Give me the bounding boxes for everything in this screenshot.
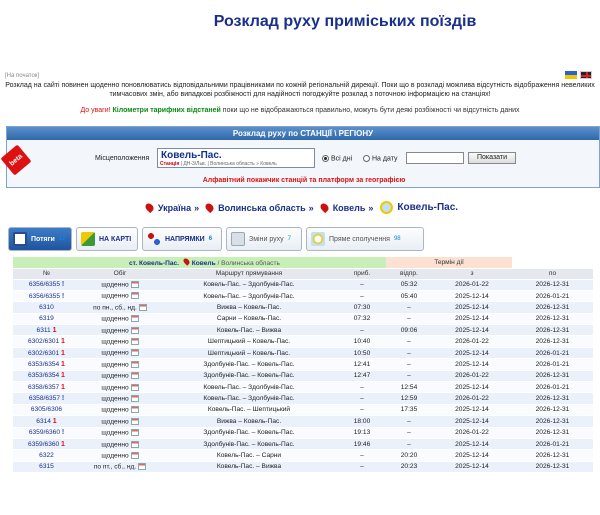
- calendar-icon[interactable]: [131, 338, 139, 345]
- station-prefix: ст. Ковель-Пас.: [129, 259, 180, 267]
- train-number-link[interactable]: 6322: [39, 452, 54, 460]
- train-icon: [13, 232, 27, 246]
- train-note: 1: [61, 440, 65, 448]
- train-frequency: [80, 370, 160, 381]
- table-row[interactable]: [13, 438, 593, 449]
- station-region[interactable]: / Волинська область: [217, 259, 280, 267]
- calendar-icon[interactable]: [131, 441, 139, 448]
- breadcrumb-separator: »: [308, 202, 314, 213]
- train-number-link[interactable]: 6353/6354: [28, 372, 60, 380]
- beta-badge: beta: [1, 145, 32, 176]
- train-frequency: [80, 461, 160, 472]
- train-frequency: [80, 290, 160, 301]
- arrival-time: –: [338, 461, 386, 472]
- table-row[interactable]: [13, 313, 593, 324]
- calendar-icon[interactable]: [131, 395, 139, 402]
- valid-from: 2025-12-14: [432, 359, 512, 370]
- valid-to: 2026-12-31: [512, 279, 593, 290]
- train-route[interactable]: Ковель-Пас. – Здолбунів-Пас.: [160, 393, 338, 404]
- departure-time: 12:59: [386, 393, 432, 404]
- train-route[interactable]: Ковель-Пас. – Шептицький: [160, 404, 338, 415]
- calendar-icon[interactable]: [131, 315, 139, 322]
- train-route[interactable]: Вижва – Ковель-Пас.: [160, 416, 338, 427]
- table-row[interactable]: [13, 336, 593, 347]
- arrival-time: 19:13: [338, 427, 386, 438]
- tab-trains-count: 17: [58, 236, 66, 242]
- train-number[interactable]: [13, 416, 80, 427]
- schedule-table: [13, 257, 593, 473]
- breadcrumb-station: Ковель-Пас.: [397, 202, 459, 213]
- valid-to: 2026-01-21: [512, 347, 593, 358]
- train-note: 1: [61, 360, 65, 368]
- train-number-link[interactable]: 6314: [36, 417, 51, 425]
- warning-key: Кілометри тарифних відстаней: [112, 107, 221, 114]
- frequency-text: щоденно: [101, 349, 129, 357]
- train-number[interactable]: [13, 427, 80, 438]
- valid-from: 2025-12-14: [432, 382, 512, 393]
- valid-from: 2025-12-14: [432, 404, 512, 415]
- tariff-warning: [0, 107, 600, 114]
- valid-to: 2026-12-31: [512, 393, 593, 404]
- map-pin-icon: [144, 202, 155, 213]
- frequency-text: щоденно: [101, 326, 129, 334]
- train-number[interactable]: [13, 404, 80, 415]
- breadcrumb-city[interactable]: Ковель: [332, 202, 366, 213]
- train-number[interactable]: [13, 290, 80, 301]
- train-frequency: [80, 313, 160, 324]
- train-note: !: [61, 292, 65, 300]
- radio-all-days[interactable]: [322, 155, 352, 162]
- tab-changes-label: Зміни руху: [249, 235, 284, 243]
- departure-time: –: [386, 359, 432, 370]
- train-frequency: [80, 393, 160, 404]
- search-panel-header: Розклад руху по СТАНЦІЇ \ РЕГІОНУ: [7, 127, 599, 140]
- train-route[interactable]: Ковель-Пас. – Здолбунів-Пас.: [160, 382, 338, 393]
- valid-from: 2025-12-14: [432, 438, 512, 449]
- warning-text: поки що не відображаються правильно, можуть бути деякі розбіжності чи відсутність даних: [222, 107, 520, 114]
- arrival-time: –: [338, 290, 386, 301]
- valid-to: 2026-12-31: [512, 370, 593, 381]
- train-note: 1: [61, 372, 65, 380]
- calendar-icon[interactable]: [131, 327, 139, 334]
- departure-time: –: [386, 427, 432, 438]
- tab-directions-label: НАПРЯМКИ: [165, 235, 205, 243]
- calendar-icon[interactable]: [131, 406, 139, 413]
- valid-to: 2026-12-31: [512, 427, 593, 438]
- train-route[interactable]: Сарни – Ковель-Пас.: [160, 313, 338, 324]
- frequency-text: по пн., сб., нд.: [93, 304, 137, 312]
- calendar-icon[interactable]: [131, 452, 139, 459]
- frequency-text: щоденно: [101, 315, 129, 323]
- frequency-text: щоденно: [101, 361, 129, 369]
- table-row[interactable]: [13, 461, 593, 472]
- valid-from: 2025-12-14: [432, 347, 512, 358]
- departure-time: 09:06: [386, 325, 432, 336]
- train-note: 1: [61, 349, 65, 357]
- train-route[interactable]: Ковель-Пас. – Вижва: [160, 461, 338, 472]
- calendar-icon[interactable]: [131, 429, 139, 436]
- arrival-time: –: [338, 382, 386, 393]
- train-route[interactable]: Ковель-Пас. – Вижва: [160, 325, 338, 336]
- train-frequency: [80, 404, 160, 415]
- tab-direct-label: Пряме сполучення: [329, 235, 390, 243]
- train-number[interactable]: [13, 382, 80, 393]
- table-row[interactable]: [13, 302, 593, 313]
- valid-to: 2026-12-31: [512, 336, 593, 347]
- calendar-icon[interactable]: [131, 361, 139, 368]
- train-frequency: [80, 359, 160, 370]
- col-number[interactable]: №: [13, 268, 80, 279]
- departure-time: 05:32: [386, 279, 432, 290]
- radio-on-date[interactable]: [363, 155, 398, 162]
- tab-direct-count: 98: [393, 236, 401, 242]
- train-number[interactable]: [13, 393, 80, 404]
- calendar-icon[interactable]: [131, 281, 139, 288]
- table-row[interactable]: [13, 279, 593, 290]
- departure-time: –: [386, 416, 432, 427]
- train-frequency: [80, 347, 160, 358]
- home-link[interactable]: [На початок]: [5, 73, 40, 79]
- breadcrumb-separator: »: [194, 202, 200, 213]
- date-input[interactable]: [406, 152, 464, 164]
- frequency-text: щоденно: [101, 429, 129, 437]
- table-row[interactable]: [13, 290, 593, 301]
- frequency-text: щоденно: [101, 440, 129, 448]
- radio-on-date-label: На дату: [372, 155, 398, 163]
- frequency-text: щоденно: [101, 281, 129, 289]
- header-spacer: [512, 257, 593, 268]
- train-number[interactable]: [13, 325, 80, 336]
- col-valid-to[interactable]: по: [512, 268, 593, 279]
- col-arrival[interactable]: приб.: [338, 268, 386, 279]
- train-note: !: [61, 281, 65, 289]
- calendar-icon[interactable]: [131, 292, 139, 299]
- col-frequency[interactable]: Обіг: [80, 268, 160, 279]
- train-number-link[interactable]: 6305/6306: [30, 406, 63, 414]
- departure-time: –: [386, 347, 432, 358]
- station-search-panel: [6, 126, 600, 188]
- train-frequency: [80, 279, 160, 290]
- tab-trains[interactable]: [8, 227, 72, 251]
- train-frequency: [80, 450, 160, 461]
- station-input-details: [160, 161, 277, 167]
- valid-from: 2026-01-22: [432, 427, 512, 438]
- view-tabs: [8, 227, 596, 251]
- departure-time: –: [386, 313, 432, 324]
- departure-time: 05:40: [386, 290, 432, 301]
- train-number-link[interactable]: 6315: [39, 463, 54, 471]
- departure-time: –: [386, 302, 432, 313]
- valid-from: 2025-12-14: [432, 302, 512, 313]
- warning-lead: До уваги!: [80, 107, 111, 114]
- train-frequency: [80, 438, 160, 449]
- train-number-link[interactable]: 6356/6355: [28, 281, 60, 289]
- train-number[interactable]: [13, 461, 80, 472]
- arrival-time: –: [338, 450, 386, 461]
- train-number-link[interactable]: 6353/6354: [28, 360, 60, 368]
- valid-from: 2025-12-14: [432, 313, 512, 324]
- location-label: Місцеположення: [95, 155, 150, 162]
- train-note: 1: [52, 417, 57, 425]
- valid-to: 2026-12-31: [512, 325, 593, 336]
- table-station-header: [13, 257, 386, 268]
- calendar-icon[interactable]: [138, 463, 146, 470]
- tab-changes-count: 7: [287, 236, 291, 242]
- calendar-icon[interactable]: [131, 418, 139, 425]
- col-route[interactable]: Маршрут прямування: [160, 268, 338, 279]
- train-number-link[interactable]: 6310: [39, 303, 54, 311]
- train-route[interactable]: Ковель-Пас. – Сарни: [160, 450, 338, 461]
- valid-to: 2026-01-21: [512, 382, 593, 393]
- tab-direct-connections[interactable]: [306, 227, 424, 251]
- map-icon: [81, 232, 95, 246]
- radio-checked-icon[interactable]: [322, 155, 329, 162]
- valid-from: 2026-01-22: [432, 336, 512, 347]
- train-note: !: [61, 395, 65, 403]
- breadcrumb: [0, 201, 600, 214]
- train-number-link[interactable]: 6359/6360: [28, 429, 60, 437]
- table-row[interactable]: [13, 347, 593, 358]
- ukrainian-flag-icon[interactable]: [565, 71, 577, 79]
- train-number[interactable]: [13, 370, 80, 381]
- valid-from: 2026-01-22: [432, 279, 512, 290]
- train-route[interactable]: Здолбунів-Пас. – Ковель-Пас.: [160, 438, 338, 449]
- departure-time: 20:20: [386, 450, 432, 461]
- departure-time: 12:54: [386, 382, 432, 393]
- arrival-time: –: [338, 404, 386, 415]
- train-route[interactable]: Шептицький – Ковель-Пас.: [160, 336, 338, 347]
- tab-directions[interactable]: [142, 227, 222, 251]
- departure-time: –: [386, 438, 432, 449]
- train-number-link[interactable]: 6302/6301: [28, 349, 60, 357]
- tab-changes[interactable]: [226, 227, 302, 251]
- valid-from: 2025-12-14: [432, 416, 512, 427]
- directions-icon: [147, 232, 161, 246]
- valid-to: 2026-01-21: [512, 290, 593, 301]
- tab-directions-count: 6: [208, 236, 213, 242]
- frequency-text: щоденно: [101, 452, 129, 460]
- col-valid-from[interactable]: з: [432, 268, 512, 279]
- frequency-text: щоденно: [101, 406, 129, 414]
- train-frequency: [80, 382, 160, 393]
- alphabet-index-link[interactable]: Алфавітний покажчик станцій та платформ за географією: [202, 177, 406, 184]
- train-number[interactable]: [13, 302, 80, 313]
- frequency-text: щоденно: [101, 292, 129, 300]
- map-pin-icon: [319, 202, 330, 213]
- frequency-text: щоденно: [101, 418, 129, 425]
- table-row[interactable]: [13, 359, 593, 370]
- train-number[interactable]: [13, 313, 80, 324]
- train-frequency: [80, 302, 160, 313]
- radio-all-days-label: Всі дні: [331, 155, 353, 163]
- valid-to: 2026-01-21: [512, 438, 593, 449]
- train-number[interactable]: [13, 359, 80, 370]
- calendar-icon[interactable]: [139, 304, 147, 311]
- map-pin-icon: [204, 202, 215, 213]
- departure-time: 20:23: [386, 461, 432, 472]
- train-number-link[interactable]: 6358/6357: [28, 395, 60, 403]
- arrival-time: 07:32: [338, 313, 386, 324]
- departure-time: –: [386, 370, 432, 381]
- table-row[interactable]: [13, 393, 593, 404]
- table-row[interactable]: [13, 382, 593, 393]
- station-details: | ДН-3/Льв. | Волинська область » Ковель: [180, 161, 277, 167]
- valid-from: 2026-01-22: [432, 393, 512, 404]
- train-note: 1: [61, 338, 65, 346]
- train-route[interactable]: Ковель-Пас. – Здолбунів-Пас.: [160, 290, 338, 301]
- valid-to: 2026-12-31: [512, 450, 593, 461]
- arrival-time: 12:41: [338, 359, 386, 370]
- valid-from: 2025-12-14: [432, 461, 512, 472]
- table-row[interactable]: [13, 427, 593, 438]
- arrival-time: –: [338, 393, 386, 404]
- train-frequency: [80, 336, 160, 347]
- train-note: 1: [52, 326, 57, 334]
- calendar-icon[interactable]: [131, 372, 139, 379]
- calendar-icon[interactable]: [131, 349, 139, 356]
- breadcrumb-region[interactable]: Волинська область: [218, 202, 306, 213]
- language-switcher: [565, 71, 592, 79]
- train-route[interactable]: Здолбунів-Пас. – Ковель-Пас.: [160, 359, 338, 370]
- page-title: Розклад руху приміських поїздів: [213, 13, 477, 30]
- train-route[interactable]: Здолбунів-Пас. – Ковель-Пас.: [160, 370, 338, 381]
- arrival-time: –: [338, 279, 386, 290]
- train-number-link[interactable]: 6358/6357: [28, 383, 60, 391]
- valid-to: 2026-12-31: [512, 302, 593, 313]
- arrival-time: 19:46: [338, 438, 386, 449]
- frequency-text: щоденно: [101, 395, 129, 403]
- train-frequency: [80, 427, 160, 438]
- train-number[interactable]: [13, 279, 80, 290]
- table-row[interactable]: [13, 416, 593, 427]
- valid-from: 2025-12-14: [432, 290, 512, 301]
- station-input-value: Ковель-Пас.: [161, 150, 222, 161]
- departure-time: –: [386, 336, 432, 347]
- radio-unchecked-icon[interactable]: [363, 155, 370, 162]
- train-note: 1: [61, 383, 65, 391]
- arrival-time: –: [338, 325, 386, 336]
- changes-icon: [231, 232, 245, 246]
- valid-to: 2026-12-31: [512, 313, 593, 324]
- station-icon: [380, 201, 393, 214]
- tab-map[interactable]: [76, 227, 138, 251]
- tab-map-label: НА КАРТІ: [99, 235, 132, 243]
- frequency-text: щоденно: [101, 383, 129, 391]
- english-flag-icon[interactable]: [580, 71, 592, 79]
- breadcrumb-separator: »: [368, 202, 374, 213]
- table-row[interactable]: [13, 404, 593, 415]
- train-route[interactable]: Здолбунів-Пас. – Ковель-Пас.: [160, 427, 338, 438]
- station-city[interactable]: Ковель: [191, 259, 216, 267]
- arrival-time: 07:30: [338, 302, 386, 313]
- valid-to: 2026-01-21: [512, 359, 593, 370]
- col-departure[interactable]: відпр.: [386, 268, 432, 279]
- valid-from: 2025-12-14: [432, 450, 512, 461]
- map-pin-icon: [182, 257, 190, 265]
- train-number-link[interactable]: 6311: [36, 326, 51, 334]
- train-frequency: [80, 325, 160, 336]
- departure-time: 17:35: [386, 404, 432, 415]
- calendar-icon[interactable]: [131, 384, 139, 391]
- show-button[interactable]: Показати: [468, 152, 516, 164]
- train-number[interactable]: [13, 450, 80, 461]
- valid-to: 2026-12-31: [512, 404, 593, 415]
- train-route[interactable]: Шептицький – Ковель-Пас.: [160, 347, 338, 358]
- train-frequency: [80, 416, 160, 427]
- train-number-link[interactable]: 6302/6301: [28, 338, 60, 346]
- arrival-time: 10:50: [338, 347, 386, 358]
- station-kind: Станція: [160, 161, 180, 167]
- table-row[interactable]: [13, 370, 593, 381]
- frequency-text: щоденно: [101, 372, 129, 380]
- validity-header: Термін дії: [386, 257, 512, 268]
- table-row[interactable]: [13, 450, 593, 461]
- breadcrumb-country[interactable]: Україна: [157, 202, 192, 213]
- arrival-time: 18:00: [338, 416, 386, 427]
- valid-from: 2025-12-14: [432, 325, 512, 336]
- train-number[interactable]: [13, 347, 80, 358]
- train-number-link[interactable]: 6359/6360: [28, 440, 60, 448]
- table-row[interactable]: [13, 325, 593, 336]
- train-number-link[interactable]: 6356/6355: [28, 292, 60, 300]
- station-input[interactable]: [157, 148, 315, 168]
- frequency-text: по пт., сб., нд.: [93, 463, 137, 471]
- arrival-time: 12:47: [338, 370, 386, 381]
- train-note: !: [61, 429, 65, 437]
- train-route[interactable]: Вижва – Ковель-Пас.: [160, 302, 338, 313]
- valid-from: 2026-01-22: [432, 370, 512, 381]
- valid-to: 2026-12-31: [512, 461, 593, 472]
- frequency-text: щоденно: [101, 338, 129, 346]
- valid-to: 2026-12-31: [512, 416, 593, 427]
- tab-trains-label: Потяги: [31, 235, 55, 243]
- train-number[interactable]: [13, 336, 80, 347]
- train-route[interactable]: Ковель-Пас. – Здолбунів-Пас.: [160, 279, 338, 290]
- direct-connection-icon: [311, 232, 325, 246]
- train-number-link[interactable]: 6319: [39, 315, 54, 323]
- schedule-notice: Розклад на сайті повинен щоденно поновлюватись відповідальними працівниками по кожній регіональній дирекції. Поки що в розкладі можлива відсутність відображення невеликих тимчасових змін, або випадкові розбіжності для надійності погоджуйте розклад з поточною інформацією на станціях!: [5, 82, 595, 98]
- train-number[interactable]: [13, 438, 80, 449]
- arrival-time: 10:40: [338, 336, 386, 347]
